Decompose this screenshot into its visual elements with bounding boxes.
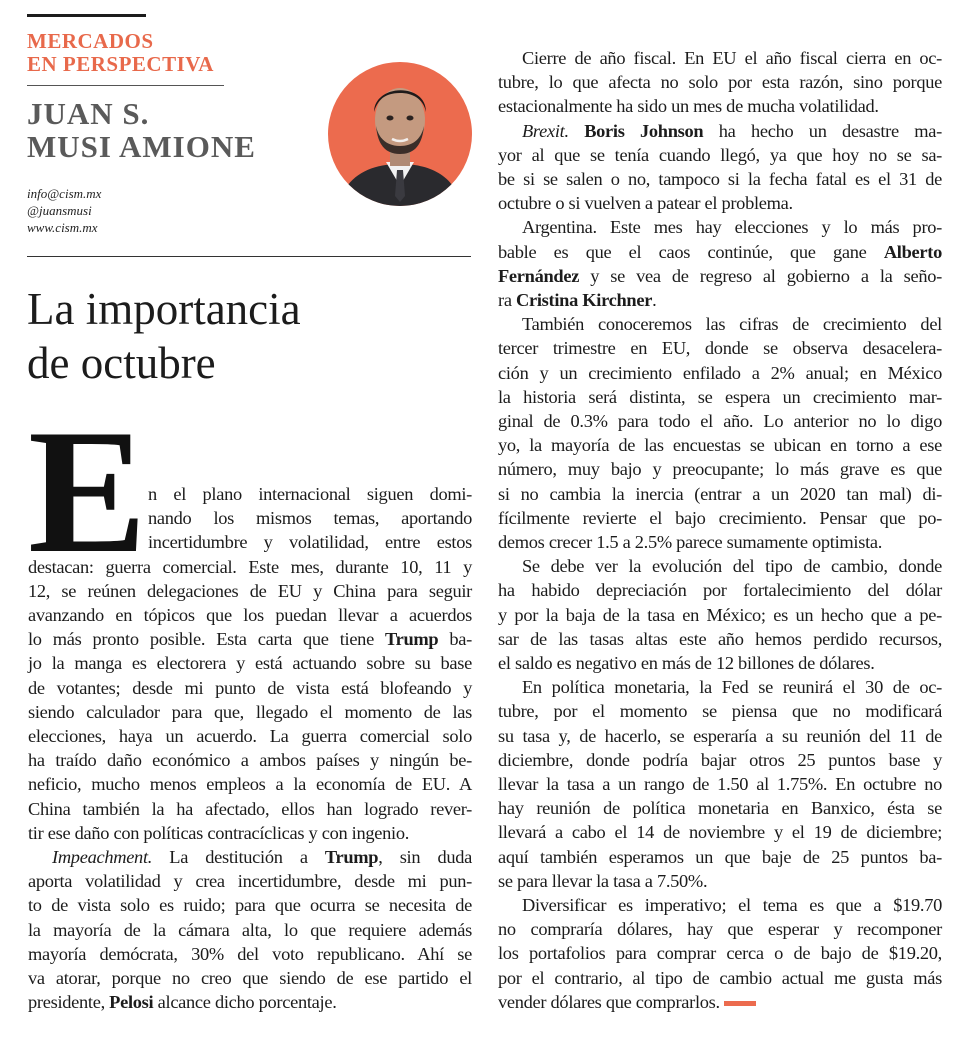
contact-email[interactable]: info@cism.mx [27, 186, 102, 201]
text-line [498, 530, 942, 554]
text-line [498, 554, 942, 578]
kicker-rule [27, 85, 224, 86]
text-run: tubre, lo que afecta no solo por esta razón, sino porque [498, 72, 942, 93]
text-run: . [652, 290, 657, 310]
text-run: y por la baja de la tasa en México; es un hecho que a pe- [498, 604, 942, 625]
author-line-2: MUSI AMIONE [27, 129, 256, 164]
bold-name: Alberto [883, 241, 942, 262]
text-run: tubre, por el momento se piensa que no modificará [498, 701, 942, 722]
text-line [498, 845, 942, 869]
text-run: alcance dicho porcentaje. [153, 992, 337, 1013]
text-line [28, 579, 472, 603]
text-run: mayoría demócrata, 30% del voto republicano. Ahí se [28, 943, 472, 964]
end-mark-icon [724, 1001, 756, 1006]
text-run: de votantes; desde mi punto de vista está blofeando y [28, 677, 472, 698]
author-name [27, 97, 256, 163]
text-line [498, 143, 942, 167]
text-run: Argentina. Este mes hay elecciones y lo más pro- [522, 217, 942, 238]
text-line [498, 966, 942, 990]
text-line [28, 700, 472, 724]
text-line [498, 603, 942, 627]
text-run: n el plano internacional siguen domi- [148, 484, 472, 504]
text-line [28, 893, 472, 917]
text-line [498, 119, 942, 143]
section-kicker [27, 30, 214, 76]
text-run: bable es que el caos continúe, que gane [498, 241, 884, 262]
section-line-1: MERCADOS [27, 29, 154, 53]
text-line [28, 724, 472, 748]
text-run: También conoceremos las cifras de crecimiento del [522, 314, 942, 335]
text-line [498, 240, 942, 264]
contact-twitter[interactable]: @juansmusi [27, 203, 92, 218]
article-headline [27, 282, 301, 390]
text-line [28, 821, 472, 845]
text-run: ra [498, 290, 516, 310]
text-run: siendo calculador para que, llegado el momento de las [28, 701, 472, 722]
text-line [498, 482, 942, 506]
text-line [28, 966, 472, 990]
text-run [569, 121, 584, 141]
text-run: sar de las tasas altas este año hemos perdido recursos, [498, 628, 942, 649]
text-run: jo la manga es electorera y está actuando sobre su base [28, 653, 472, 674]
text-run: avanzando en tópicos que los puedan llevar a acuerdos [28, 605, 472, 625]
text-line [498, 772, 942, 796]
text-line [498, 215, 942, 239]
section-line-2: EN PERSPECTIVA [27, 52, 214, 76]
text-run: La destitución a [152, 847, 325, 867]
text-run: no compraría dólares, hay que esperar y recomponer [498, 919, 942, 940]
top-rule [27, 14, 146, 17]
author-line-1: JUAN S. [27, 96, 150, 131]
headline-line-2: de octubre [27, 338, 216, 388]
text-line [28, 797, 472, 821]
text-run: aquí también esperamos un que baje de 25 puntos ba- [498, 846, 942, 867]
text-run: aporta volatilidad y crea incertidumbre, desde mi pun- [28, 871, 472, 892]
text-line [28, 603, 472, 627]
text-run: neficio, mucho menos empleos a la economía de EU. A [28, 774, 472, 795]
text-line [28, 845, 472, 869]
text-line [498, 724, 942, 748]
text-line [498, 385, 942, 409]
text-run: nando los mismos temas, aportando [148, 508, 472, 529]
bold-name: Cristina Kirchner [516, 290, 653, 310]
text-run: ción y un crecimiento enfilado a 2% anual; en México [498, 362, 942, 383]
text-run: llevará a cabo el 14 de noviembre y el 19 de diciembre; [498, 822, 942, 843]
text-run: yo, la mayoría de las encuestas se ubican en torno a ese [498, 435, 942, 456]
text-line [28, 555, 472, 579]
text-line [498, 361, 942, 385]
text-run: presidente, [28, 992, 110, 1013]
text-line [498, 433, 942, 457]
bold-name: Fernández [498, 265, 580, 286]
text-run: Cierre de año fiscal. En EU el año fiscal cierra en oc- [522, 48, 942, 68]
text-line [498, 288, 942, 312]
text-run: Diversificar es imperativo; el tema es que a $19.70 [522, 895, 942, 915]
text-line [28, 627, 472, 651]
text-run: diciembre, donde podría bajar otros 25 puntos base y [498, 749, 942, 770]
author-contact [27, 185, 101, 236]
bold-name: Pelosi [109, 992, 154, 1013]
text-line [498, 893, 942, 917]
text-line [498, 94, 942, 118]
text-run: su tasa y, de hacerlo, se esperaría a su reunión del 11 de [498, 725, 942, 746]
author-portrait [328, 62, 472, 206]
text-line [498, 990, 942, 1014]
text-line [498, 748, 942, 772]
text-run: lo más pronto posible. Esta carta que tiene [28, 629, 385, 650]
text-line [498, 191, 942, 215]
text-line [498, 70, 942, 94]
text-line [498, 820, 942, 844]
text-run: y se vea de regreso al gobierno a la seño- [579, 265, 942, 286]
headline-line-1: La importancia [27, 284, 301, 334]
text-line [498, 578, 942, 602]
bold-name: Trump [385, 629, 439, 650]
text-line [498, 796, 942, 820]
text-line [28, 676, 472, 700]
text-run: destacan: guerra comercial. Este mes, durante 10, 11 y [28, 556, 472, 577]
text-run: el saldo es negativo en más de 12 billones de dólares. [498, 653, 875, 673]
text-run: yor al que se tenía cuando llegó, ya que hoy no se sa- [498, 144, 942, 165]
text-line [498, 264, 942, 288]
text-run: En política monetaria, la Fed se reunirá el 30 de oc- [522, 677, 942, 698]
text-line [498, 675, 942, 699]
text-line [148, 530, 472, 554]
bold-name: Boris Johnson [584, 120, 704, 141]
text-run: la historia será distinta, se espera un crecimiento mar- [498, 386, 942, 407]
text-run: llevar la tasa a un rango de 1.50 al 1.75%. En octubre no [498, 774, 942, 794]
text-run: ha habido depreciación por fortalecimiento del dólar [498, 580, 942, 601]
text-run: elecciones, haya un acuerdo. La guerra comercial solo [28, 726, 472, 746]
text-line [498, 869, 942, 893]
text-line [498, 409, 942, 433]
text-run: va atorar, porque no creo que siendo de ese partido el [28, 968, 472, 988]
italic-lead: Brexit. [522, 120, 569, 141]
text-run: se para llevar la tasa a 7.50%. [498, 870, 708, 891]
text-run: be si se salen o no, tampoco si la fecha fatal es el 31 de [498, 169, 942, 189]
text-run: ha hecho un desastre ma- [703, 120, 942, 141]
contact-website[interactable]: www.cism.mx [27, 220, 98, 235]
text-run: ha traído daño económico a ambos países y ningún be- [28, 750, 472, 771]
text-run: por el contrario, al tipo de cambio actual me gusta más [498, 967, 942, 988]
text-line [498, 917, 942, 941]
text-line [28, 869, 472, 893]
text-line [498, 46, 942, 70]
header-divider [27, 256, 471, 257]
text-line [498, 457, 942, 481]
bold-name: Trump [324, 847, 379, 867]
text-line [148, 506, 472, 530]
text-run: los portafolios para comprar cerca o de bajo de $19.20, [498, 943, 942, 964]
text-line [498, 651, 942, 675]
text-line [498, 167, 942, 191]
text-line [28, 772, 472, 796]
text-run: Se debe ver la evolución del tipo de cambio, donde [522, 556, 942, 577]
text-line [498, 627, 942, 651]
text-run: ba- [438, 629, 472, 650]
text-run: estacionalmente ha sido un mes de mucha volatilidad. [498, 96, 879, 117]
text-run: si no cambia la inercia (entrar a un 2020 tan mal) di- [498, 483, 942, 504]
text-run: to de vista solo es ruido; para que ocurra se necesita de [28, 895, 472, 916]
text-line [28, 990, 472, 1014]
text-line [498, 506, 942, 530]
text-line [498, 941, 942, 965]
text-run: hay reunión de política monetaria en Banxico, ésta se [498, 798, 942, 819]
text-run: tir ese daño con políticas contracíclicas y con ingenio. [28, 822, 410, 843]
portrait-illustration [328, 62, 472, 206]
text-line [28, 651, 472, 675]
text-run: ginal de 0.3% para todo el año. Lo anterior no lo digo [498, 411, 942, 431]
text-run: octubre o si vuelven a patear el problema. [498, 193, 793, 214]
text-run: incertidumbre y volatilidad, entre estos [148, 532, 472, 553]
text-run: vender dólares que comprarlos. [498, 991, 720, 1012]
text-run: fícilmente revierte el bajo crecimiento. Pensar que po- [498, 507, 942, 528]
text-run: tercer trimestre en EU, donde se observa desacelera- [498, 338, 942, 359]
text-run: China también la ha afectado, ellos han logrado rever- [28, 798, 472, 819]
text-line [28, 748, 472, 772]
text-line [498, 336, 942, 360]
drop-cap: E [28, 392, 147, 590]
text-run: número, muy bajo y preocupante; lo más grave es que [498, 459, 942, 480]
text-run: la mayoría de la cámara alta, lo que requiere además [28, 919, 472, 940]
text-run: demos crecer 1.5 a 2.5% parece sumamente optimista. [498, 532, 883, 552]
text-line [148, 482, 472, 506]
text-run: 12, se reúnen delegaciones de EU y China para seguir [28, 580, 472, 601]
text-line [28, 918, 472, 942]
text-line [498, 312, 942, 336]
text-run: , sin duda [378, 847, 472, 867]
text-line [498, 699, 942, 723]
text-line [28, 942, 472, 966]
italic-lead: Impeachment. [52, 847, 153, 867]
